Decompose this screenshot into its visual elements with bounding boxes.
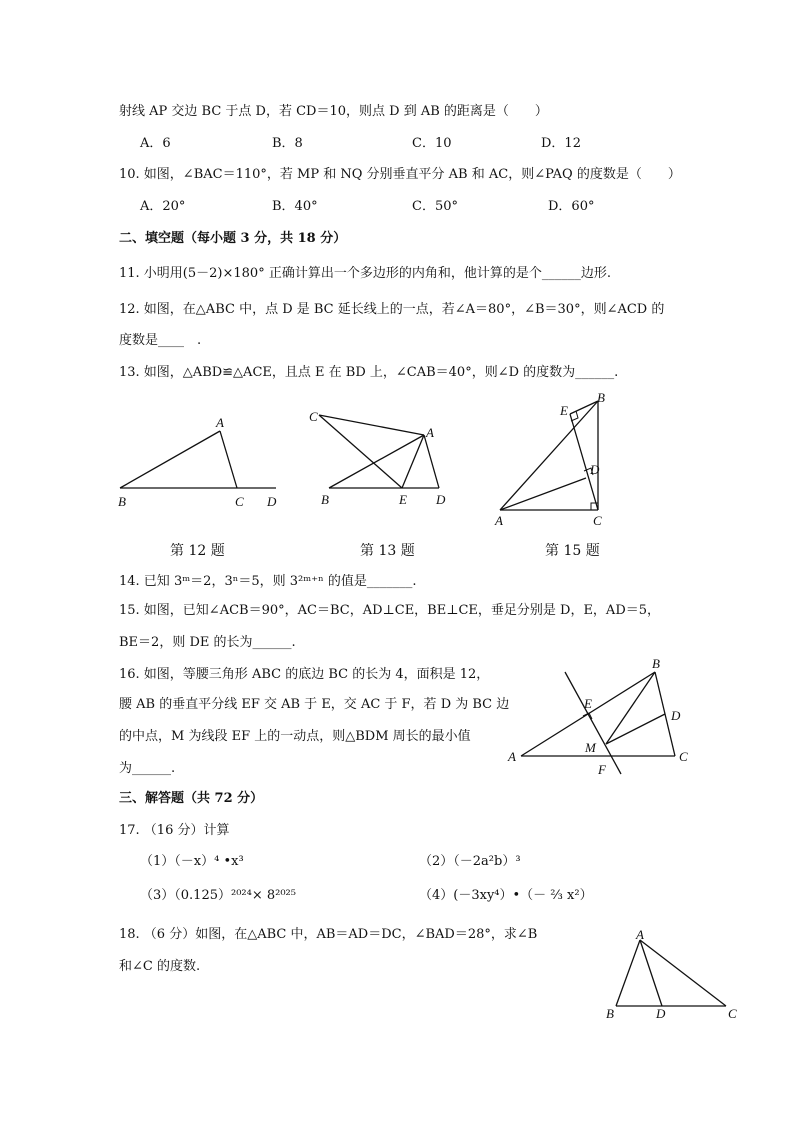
- q15-line2: BE＝2，则 DE 的长为______.: [119, 635, 296, 650]
- q17-title: 17. （16 分）计算: [119, 823, 230, 838]
- q9-option-a: A．6: [140, 136, 171, 151]
- q16-line4: 为______.: [119, 761, 176, 776]
- fig18-label-a: A: [636, 927, 644, 942]
- fig12-caption: 第 12 题: [170, 543, 225, 559]
- fig12-label-d: D: [267, 494, 277, 509]
- q11-text: 11. 小明用(5－2)×180° 正确计算出一个多边形的内角和，他计算的是个______边形.: [119, 266, 611, 281]
- fig16-label-f: F: [598, 762, 606, 777]
- fig16-label-c: C: [679, 749, 688, 764]
- fig12-segment-ba: [120, 431, 220, 488]
- fig15-label-e: E: [560, 403, 568, 418]
- fig16-segment-bm: [606, 672, 655, 744]
- figure-15: [490, 390, 620, 530]
- fig15-segment-eb: [570, 401, 598, 414]
- fig15-segment-ab: [500, 401, 598, 510]
- fig18-label-c: C: [728, 1006, 737, 1021]
- fig12-label-a: A: [216, 415, 224, 430]
- figure-16: [505, 650, 705, 780]
- fig13-label-b: B: [321, 492, 329, 507]
- q18-line1: 18. （6 分）如图，在△ABC 中，AB＝AD＝DC，∠BAD＝28°，求∠B: [119, 927, 538, 942]
- q12-line2: 度数是____ .: [119, 333, 202, 348]
- q10-option-b: B．40°: [272, 199, 318, 214]
- q14-text: 14. 已知 3ᵐ＝2，3ⁿ＝5，则 3²ᵐ⁺ⁿ 的值是_______.: [119, 574, 417, 589]
- section2-title: 二、填空题（每小题 3 分，共 18 分）: [119, 231, 347, 246]
- fig13-label-a: A: [426, 425, 434, 440]
- fig18-segment-ab: [616, 940, 640, 1006]
- fig12-label-c: C: [235, 494, 244, 509]
- fig13-segment-ce: [319, 415, 402, 488]
- q13-text: 13. 如图，△ABD≌△ACE，且点 E 在 BD 上，∠CAB＝40°，则∠D 的度数为______.: [119, 365, 619, 380]
- fig15-segment-ad: [500, 478, 586, 510]
- q16-line3: 的中点，M 为线段 EF 上的一动点，则△BDM 周长的最小值: [119, 729, 471, 744]
- fig18-label-d: D: [656, 1006, 666, 1021]
- fig13-segment-ad: [424, 435, 439, 488]
- fig13-caption: 第 13 题: [360, 543, 415, 559]
- q10-option-d: D．60°: [548, 199, 595, 214]
- figure-13: [305, 405, 455, 510]
- fig18-label-b: B: [606, 1006, 614, 1021]
- fig16-label-d: D: [671, 708, 681, 723]
- figure-12: [110, 410, 290, 510]
- fig15-label-d: D: [590, 462, 600, 477]
- fig15-label-a: A: [495, 513, 503, 528]
- fig16-label-a: A: [508, 749, 516, 764]
- fig15-label-b: B: [597, 390, 605, 405]
- fig13-segment-ca: [319, 415, 424, 435]
- q17-part4: （4）(－3xy⁴）•（－ ⅔ x²）: [419, 888, 593, 903]
- fig15-label-c: C: [593, 513, 602, 528]
- q9-tail: 射线 AP 交边 BC 于点 D，若 CD＝10，则点 D 到 AB 的距离是（ ）: [119, 104, 548, 119]
- fig12-segment-ac: [220, 431, 237, 488]
- fig13-segment-ba: [329, 435, 424, 488]
- fig13-segment-ae: [402, 435, 424, 488]
- fig13-label-d: D: [436, 492, 446, 507]
- fig15-caption: 第 15 题: [545, 543, 600, 559]
- fig16-label-e: E: [584, 696, 592, 711]
- q9-option-b: B．8: [272, 136, 303, 151]
- q17-part1: （1）（－x）⁴ •x³: [140, 854, 244, 869]
- fig16-segment-md: [606, 714, 665, 744]
- q10-text: 10. 如图，∠BAC＝110°，若 MP 和 NQ 分别垂直平分 AB 和 AC，则∠PAQ 的度数是（ ）: [119, 167, 681, 182]
- q9-option-d: D．12: [541, 136, 581, 151]
- q17-part2: （2）（－2a²b）³: [419, 854, 521, 869]
- fig13-label-e: E: [399, 492, 407, 507]
- q16-line1: 16. 如图，等腰三角形 ABC 的底边 BC 的长为 4，面积是 12，: [119, 667, 490, 682]
- fig18-segment-ac: [640, 940, 726, 1006]
- q16-line2: 腰 AB 的垂直平分线 EF 交 AB 于 E，交 AC 于 F，若 D 为 BC 边: [119, 697, 510, 712]
- figure-18: [600, 928, 750, 1023]
- section3-title: 三、解答题（共 72 分）: [119, 791, 264, 806]
- q10-option-c: C．50°: [412, 199, 458, 214]
- q17-part3: （3）（0.125）²⁰²⁴× 8²⁰²⁵: [140, 888, 296, 903]
- q15-line1: 15. 如图，已知∠ACB＝90°，AC＝BC，AD⊥CE，BE⊥CE，垂足分别是 D，E，AD＝5，: [119, 603, 661, 618]
- fig13-label-c: C: [309, 409, 318, 424]
- fig12-label-b: B: [118, 494, 126, 509]
- fig16-label-b: B: [652, 656, 660, 671]
- q18-line2: 和∠C 的度数.: [119, 959, 201, 974]
- q12-line1: 12. 如图，在△ABC 中，点 D 是 BC 延长线上的一点，若∠A＝80°，∠B＝30°，则∠ACD 的: [119, 302, 665, 317]
- fig16-label-m: M: [585, 740, 596, 755]
- fig18-segment-ad: [640, 940, 662, 1006]
- q9-option-c: C．10: [412, 136, 452, 151]
- q10-option-a: A．20°: [140, 199, 186, 214]
